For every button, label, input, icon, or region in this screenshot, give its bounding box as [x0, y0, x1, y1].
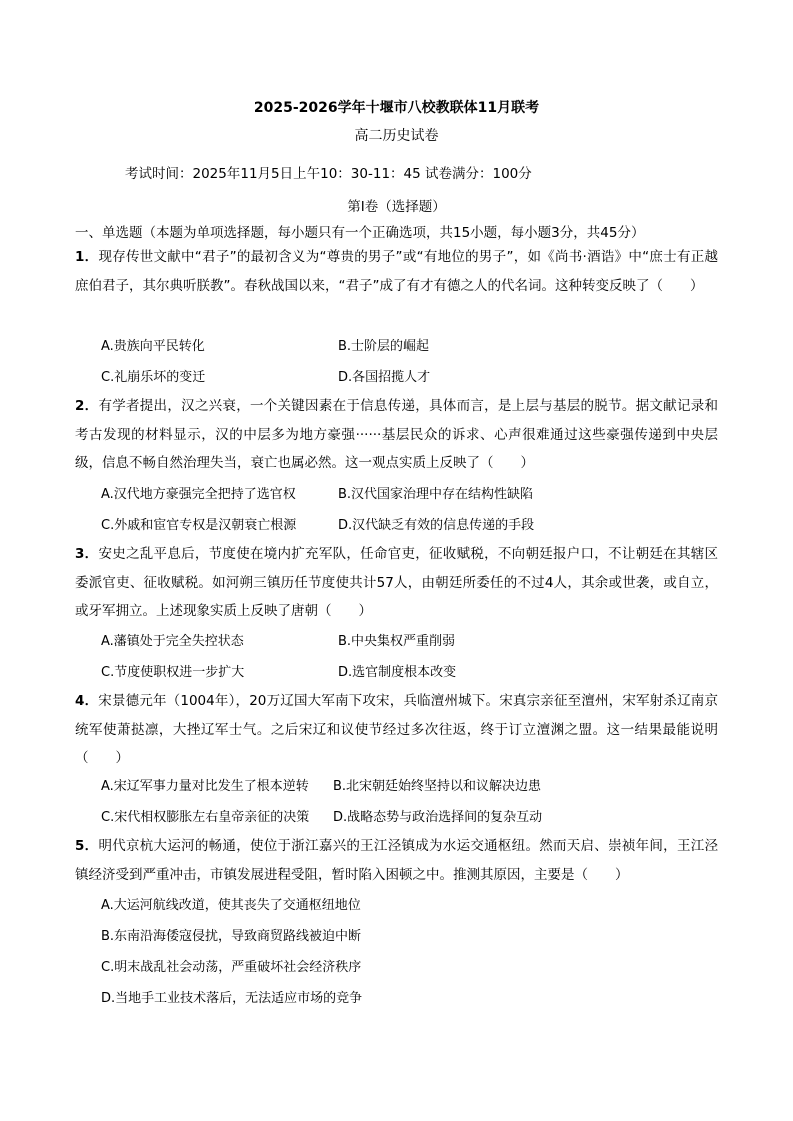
- option-b: B.汉代国家治理中存在结构性缺陷: [338, 487, 534, 502]
- question-number: 3．: [75, 546, 99, 562]
- question-1: [75, 243, 718, 300]
- option-c: C.礼崩乐坏的变迁: [101, 370, 206, 385]
- question-4-options: [101, 771, 721, 833]
- section-heading: 一、单选题（本题为单项选择题，每小题只有一个正确选项，共15小题，每小题3分，共45分）: [75, 225, 645, 241]
- exam-title: 2025-2026学年十堰市八校教联体11月联考: [253, 100, 540, 116]
- question-5: [75, 832, 718, 889]
- question-4: [75, 687, 718, 773]
- option-d: D.汉代缺乏有效的信息传递的手段: [338, 518, 535, 533]
- question-1-options: [101, 331, 721, 393]
- option-c: C.节度使职权进一步扩大: [101, 665, 245, 680]
- question-3: [75, 540, 718, 626]
- question-2-options: [101, 479, 721, 541]
- question-3-options: [101, 626, 721, 688]
- question-number: 2．: [75, 398, 99, 414]
- option-c: C.明末战乱社会动荡，严重破坏社会经济秩序: [101, 960, 362, 975]
- question-2: [75, 392, 718, 478]
- question-stem: 安史之乱平息后，节度使在境内扩充军队，任命官吏，征收赋税，不向朝廷报户口，不让朝廷在其辖区委派官吏、征收赋税。如河朔三镇历任节度使共计57人，由朝廷所委任的不过4人，其余或世袭，或自立，或牙军拥立。上述现象实质上反映了唐朝（ ）: [75, 546, 718, 619]
- option-a: A.大运河航线改道，使其丧失了交通枢纽地位: [101, 898, 361, 913]
- option-d: D.当地手工业技术落后，无法适应市场的竞争: [101, 991, 363, 1006]
- question-stem: 明代京杭大运河的畅通，使位于浙江嘉兴的王江泾镇成为水运交通枢纽。然而天启、崇祯年间，王江泾镇经济受到严重冲击，市镇发展进程受阻，暂时陷入困顿之中。推测其原因，主要是（ ）: [75, 838, 718, 883]
- option-b: B.中央集权严重削弱: [338, 634, 456, 649]
- option-c: C.宋代相权膨胀左右皇帝亲征的决策: [101, 810, 310, 825]
- question-stem: 有学者提出，汉之兴衰，一个关键因素在于信息传递，具体而言，是上层与基层的脱节。据文献记录和考古发现的材料显示，汉的中层多为地方豪强······基层民众的诉求、心声很难通过这些豪强传递到中央层级，信息不畅自然治理失当，衰亡也属必然。这一观点实质上反映了（ ）: [75, 398, 718, 471]
- option-d: D.各国招揽人才: [338, 370, 431, 385]
- question-number: 1．: [75, 249, 99, 265]
- exam-subtitle: 高二历史试卷: [354, 128, 439, 144]
- option-c: C.外戚和宦官专权是汉朝衰亡根源: [101, 518, 297, 533]
- exam-info: 考试时间：2025年11月5日上午10：30-11：45 试卷满分：100分: [125, 166, 532, 182]
- question-5-options: [101, 890, 721, 1014]
- question-number: 4．: [75, 693, 99, 709]
- option-b: B.士阶层的崛起: [338, 339, 430, 354]
- question-number: 5．: [75, 838, 99, 854]
- part-heading: 第Ⅰ卷（选择题）: [347, 199, 446, 215]
- option-a: A.贵族向平民转化: [101, 339, 205, 354]
- option-a: A.汉代地方豪强完全把持了选官权: [101, 487, 296, 502]
- option-a: A.藩镇处于完全失控状态: [101, 634, 244, 649]
- question-stem: 现存传世文献中“君子”的最初含义为“尊贵的男子”或“有地位的男子”，如《尚书·酒诰》中“庶士有正越庶伯君子，其尔典听朕教”。春秋战国以来，“君子”成了有才有德之人的代名词。这种转变反映了（ ）: [75, 249, 718, 294]
- option-d: D.选官制度根本改变: [338, 665, 457, 680]
- option-a: A.宋辽军事力量对比发生了根本逆转: [101, 779, 309, 794]
- option-d: D.战略态势与政治选择间的复杂互动: [333, 810, 543, 825]
- question-stem: 宋景德元年（1004年），20万辽国大军南下攻宋，兵临澶州城下。宋真宗亲征至澶州，宋军射杀辽南京统军使萧挞凛，大挫辽军士气。之后宋辽和议使节经过多次往返，终于订立澶渊之盟。这一结果最能说明（ ）: [75, 693, 718, 766]
- option-b: B.东南沿海倭寇侵扰，导致商贸路线被迫中断: [101, 929, 362, 944]
- option-b: B.北宋朝廷始终坚持以和议解决边患: [333, 779, 542, 794]
